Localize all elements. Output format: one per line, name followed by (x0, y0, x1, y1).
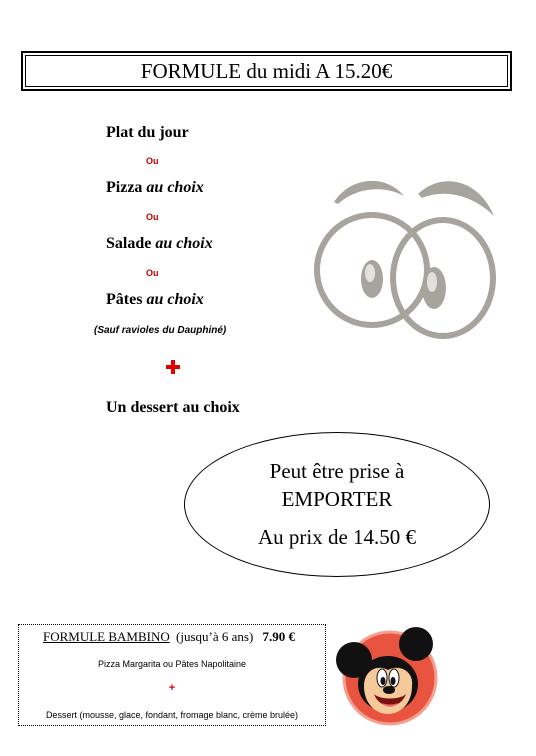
bambino-dessert: Dessert (mousse, glace, fondant, fromage blanc, crème brulée) (45, 710, 299, 720)
menu-item-pizza-name: Pizza (106, 179, 143, 196)
menu-item-pizza-choice: au choix (146, 179, 204, 196)
bambino-price: 7.90 € (262, 629, 296, 644)
menu-item-pizza (106, 179, 204, 197)
red-plus-icon (166, 360, 180, 374)
bambino-plus: + (168, 682, 176, 694)
exception-note: (Sauf ravioles du Dauphiné) (94, 325, 227, 336)
mickey-mouse-icon (334, 626, 438, 726)
takeaway-price: Au prix de 14.50 € (257, 525, 417, 549)
menu-item-salade-choice: au choix (155, 235, 213, 252)
bambino-age: (jusqu’à 6 ans) (176, 629, 254, 644)
or-separator: Ou (146, 156, 159, 166)
menu-item-salade-name: Salade (106, 235, 152, 252)
bambino-title (43, 629, 295, 645)
menu-item-dessert: Un dessert au choix (106, 399, 240, 416)
takeaway-line-2: EMPORTER (281, 487, 393, 511)
takeaway-line-1: Peut être prise à (269, 459, 405, 483)
title-box (21, 51, 512, 91)
or-separator: Ou (146, 268, 159, 278)
page-title: FORMULE du midi A 15.20€ (140, 58, 393, 83)
menu-item-pates (106, 291, 204, 309)
bambino-name: FORMULE BAMBINO (43, 629, 170, 644)
cartoon-eyes-icon (306, 172, 506, 342)
bambino-main: Pizza Margarita ou Pâtes Napolitaine (97, 659, 247, 669)
menu-item-plat: Plat du jour (106, 124, 189, 141)
menu-item-pates-choice: au choix (146, 291, 204, 308)
menu-item-salade (106, 235, 213, 253)
or-separator: Ou (146, 212, 159, 222)
menu-item-pates-name: Pâtes (106, 291, 143, 308)
